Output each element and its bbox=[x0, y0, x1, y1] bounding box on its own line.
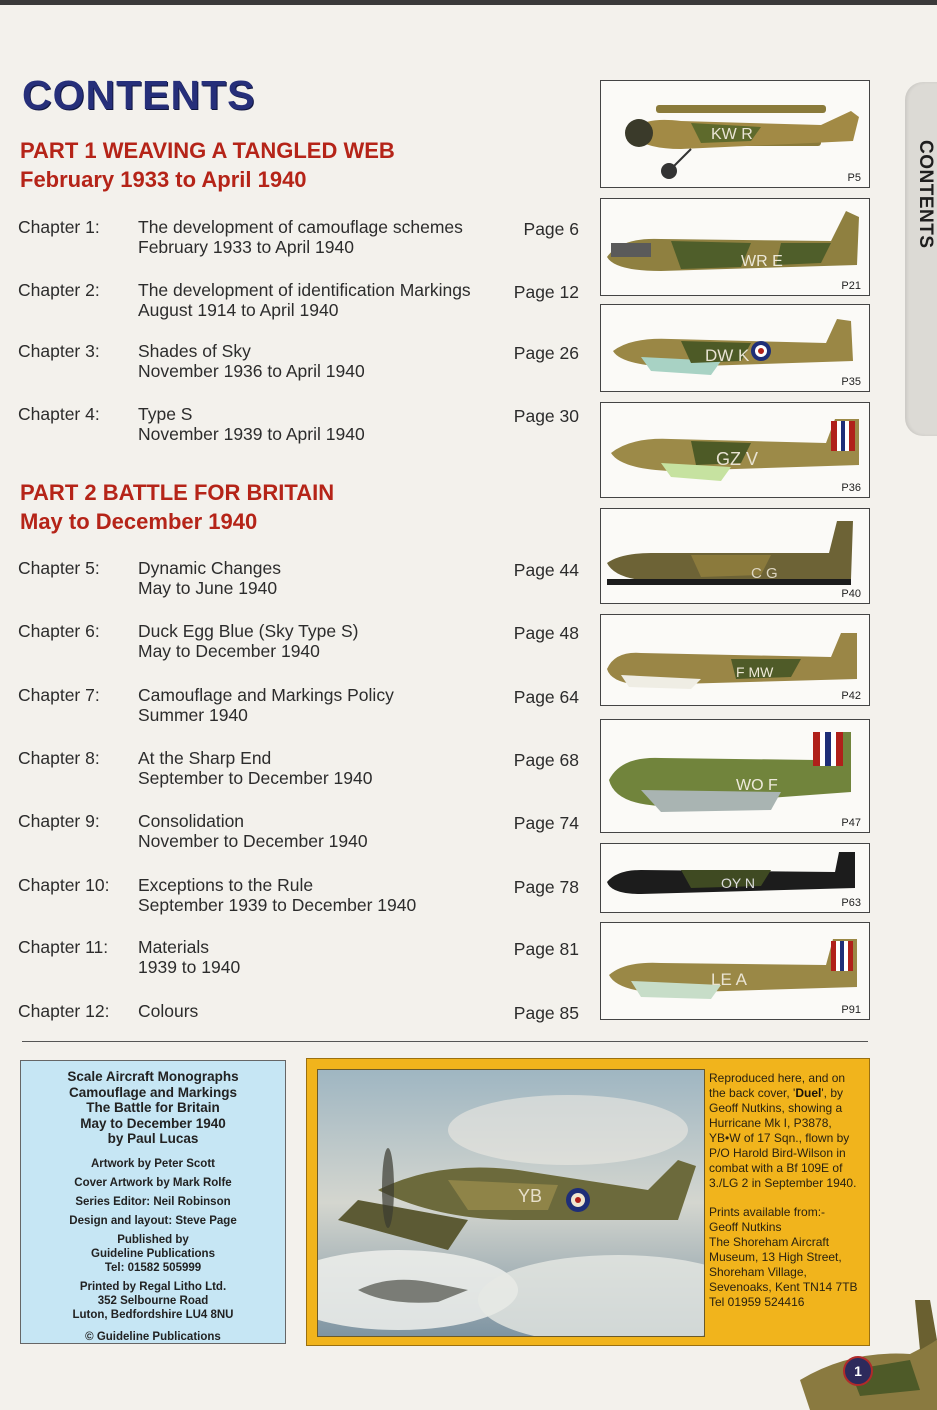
corner-aircraft-illustration bbox=[790, 1300, 937, 1410]
chapter-row[interactable] bbox=[18, 875, 583, 919]
aircraft-plate bbox=[600, 402, 870, 498]
plate-marking: DW K bbox=[705, 346, 750, 365]
flying-boat-profile bbox=[601, 720, 869, 832]
plate-marking: WO F bbox=[736, 777, 778, 794]
chapter-page: Page 44 bbox=[513, 560, 579, 580]
credits-title-line: Scale Aircraft Monographs bbox=[67, 1069, 239, 1084]
plate-marking: GZ V bbox=[716, 449, 759, 469]
chapter-title: Duck Egg Blue (Sky Type S) bbox=[138, 621, 359, 641]
printer-line: 352 Selbourne Road bbox=[97, 1294, 209, 1307]
plate-code: P63 bbox=[841, 897, 861, 909]
plate-code: P21 bbox=[841, 280, 861, 292]
chapter-page: Page 85 bbox=[513, 1003, 579, 1023]
fighter-profile bbox=[601, 305, 869, 391]
chapter-row[interactable] bbox=[18, 1001, 583, 1045]
plate-code: P35 bbox=[841, 376, 861, 388]
plate-code: P42 bbox=[841, 690, 861, 702]
printer-line: Printed by Regal Litho Ltd. bbox=[79, 1280, 227, 1293]
prints-line: Geoff Nutkins bbox=[709, 1220, 782, 1234]
chapter-row[interactable] bbox=[18, 404, 583, 448]
top-rule bbox=[0, 0, 937, 5]
credits-title bbox=[21, 1069, 285, 1147]
chapter-title: Shades of Sky bbox=[138, 341, 251, 361]
plate-marking: WR E bbox=[741, 253, 783, 270]
chapter-number: Chapter 10: bbox=[18, 875, 110, 895]
copyright: © Guideline Publications bbox=[85, 1330, 221, 1343]
chapter-title: Consolidation bbox=[138, 811, 245, 831]
biplane-profile bbox=[601, 81, 869, 187]
plate-marking: LE A bbox=[711, 970, 747, 989]
aircraft-plate bbox=[600, 508, 870, 604]
chapter-dates: September to December 1940 bbox=[138, 768, 373, 788]
part-2-heading bbox=[20, 478, 334, 536]
bomber-profile bbox=[601, 509, 869, 603]
chapter-page: Page 74 bbox=[513, 813, 579, 833]
chapter-dates: September 1939 to December 1940 bbox=[138, 895, 417, 915]
chapter-title: At the Sharp End bbox=[138, 748, 272, 768]
credits-title-line: Camouflage and Markings bbox=[68, 1084, 238, 1100]
aircraft-plate bbox=[600, 198, 870, 296]
part-1-dates: February 1933 to April 1940 bbox=[20, 167, 307, 192]
plate-code: P36 bbox=[841, 482, 861, 494]
chapter-page: Page 81 bbox=[513, 939, 579, 959]
plate-marking: OY N bbox=[721, 875, 755, 891]
chapter-dates: November 1936 to April 1940 bbox=[138, 361, 365, 381]
chapter-page: Page 78 bbox=[513, 877, 579, 897]
chapter-dates: November to December 1940 bbox=[138, 831, 368, 851]
prints-line: The Shoreham Aircraft Museum, 13 High Street, Shoreham Village, Sevenoaks, Kent TN14 7TB bbox=[709, 1235, 858, 1294]
part-1-title: PART 1 WEAVING A TANGLED WEB bbox=[20, 138, 395, 163]
side-tab-label: CONTENTS bbox=[915, 140, 936, 249]
chapter-number: Chapter 1: bbox=[18, 217, 100, 237]
plate-marking: KW R bbox=[711, 126, 753, 143]
publisher-line: Tel: 01582 505999 bbox=[104, 1261, 202, 1274]
chapter-dates: 1939 to 1940 bbox=[138, 957, 241, 977]
part-1-heading bbox=[20, 136, 395, 194]
chapter-dates: Summer 1940 bbox=[138, 705, 248, 725]
chapter-number: Chapter 4: bbox=[18, 404, 100, 424]
painting bbox=[317, 1069, 705, 1337]
credits-title-line: May to December 1940 bbox=[80, 1115, 226, 1131]
chapter-row[interactable] bbox=[18, 558, 583, 602]
plate-code: P47 bbox=[841, 817, 861, 829]
night-bomber-profile bbox=[601, 844, 869, 912]
aircraft-plate bbox=[600, 843, 870, 913]
aircraft-plate bbox=[600, 304, 870, 392]
trainer-profile bbox=[601, 615, 869, 705]
chapter-row[interactable] bbox=[18, 748, 583, 792]
fighter-profile bbox=[601, 923, 869, 1019]
chapter-row[interactable] bbox=[18, 341, 583, 385]
caption-post: ', by Geoff Nutkins, showing a Hurricane Mk I, P3878, YB•W of 17 Sqn., flown by P/O Harold Bird-Wilson in combat with a Bf 109E of 3./LG 2 in September 1940. bbox=[709, 1086, 857, 1190]
chapter-row[interactable] bbox=[18, 217, 583, 261]
chapter-row[interactable] bbox=[18, 685, 583, 729]
chapter-number: Chapter 3: bbox=[18, 341, 100, 361]
bomber-profile bbox=[601, 199, 869, 295]
aircraft-plate bbox=[600, 80, 870, 188]
plate-marking: C G bbox=[751, 565, 778, 582]
chapter-dates: May to December 1940 bbox=[138, 641, 320, 661]
chapter-number: Chapter 5: bbox=[18, 558, 100, 578]
publisher-line: Guideline Publications bbox=[91, 1247, 215, 1260]
chapter-number: Chapter 9: bbox=[18, 811, 100, 831]
page-number: 1 bbox=[843, 1356, 873, 1386]
chapter-number: Chapter 12: bbox=[18, 1001, 110, 1021]
chapter-row[interactable] bbox=[18, 937, 583, 981]
chapter-dates: May to June 1940 bbox=[138, 578, 278, 598]
credits-title-line: The Battle for Britain bbox=[86, 1100, 220, 1115]
chapter-title: Type S bbox=[138, 404, 193, 424]
chapter-dates: November 1939 to April 1940 bbox=[138, 424, 365, 444]
chapter-number: Chapter 11: bbox=[18, 937, 109, 957]
chapter-page: Page 68 bbox=[513, 750, 579, 770]
fighter-profile bbox=[601, 403, 869, 497]
prints-line: Prints available from:- bbox=[709, 1205, 826, 1219]
aircraft-plate bbox=[600, 719, 870, 833]
page-title: CONTENTS bbox=[22, 72, 256, 118]
chapter-dates: February 1933 to April 1940 bbox=[138, 237, 354, 257]
chapter-number: Chapter 2: bbox=[18, 280, 100, 300]
plate-code: P40 bbox=[841, 588, 861, 600]
chapter-title: Exceptions to the Rule bbox=[138, 875, 314, 895]
design-credit: Design and layout: Steve Page bbox=[69, 1214, 237, 1227]
credits-title-line: by Paul Lucas bbox=[107, 1131, 199, 1146]
editor-credit: Series Editor: Neil Robinson bbox=[75, 1195, 231, 1208]
chapter-page: Page 48 bbox=[513, 623, 579, 643]
chapter-page: Page 26 bbox=[513, 343, 579, 363]
chapter-page: Page 12 bbox=[513, 282, 579, 302]
chapter-dates: August 1914 to April 1940 bbox=[138, 300, 339, 320]
chapter-row[interactable] bbox=[18, 621, 583, 665]
divider bbox=[22, 1041, 868, 1042]
plate-code: P91 bbox=[841, 1004, 861, 1016]
plate-marking: F MW bbox=[736, 664, 774, 680]
chapter-title: Colours bbox=[138, 1001, 199, 1021]
plate-code: P5 bbox=[847, 172, 861, 184]
chapter-page: Page 6 bbox=[523, 219, 579, 239]
chapter-title: Dynamic Changes bbox=[138, 558, 281, 578]
prints-info bbox=[709, 1205, 864, 1310]
aircraft-plate bbox=[600, 922, 870, 1020]
painting-caption bbox=[709, 1071, 864, 1310]
dogfight-painting bbox=[318, 1070, 704, 1336]
painting-marking: YB bbox=[518, 1186, 543, 1206]
publisher-block bbox=[21, 1233, 285, 1275]
aircraft-plate bbox=[600, 614, 870, 706]
chapter-title: Camouflage and Markings Policy bbox=[138, 685, 394, 705]
printer-line: Luton, Bedfordshire LU4 8NU bbox=[72, 1308, 234, 1321]
chapter-number: Chapter 6: bbox=[18, 621, 100, 641]
publisher-line: Published by bbox=[117, 1233, 189, 1246]
part-2-dates: May to December 1940 bbox=[20, 509, 258, 534]
cover-credit: Cover Artwork by Mark Rolfe bbox=[74, 1176, 232, 1189]
chapter-number: Chapter 7: bbox=[18, 685, 100, 705]
chapter-page: Page 30 bbox=[513, 406, 579, 426]
caption-pre: Reproduced here, and on the back cover, ' bbox=[709, 1071, 846, 1100]
printer-block bbox=[21, 1280, 285, 1322]
chapter-title: The development of camouflage schemes bbox=[138, 217, 463, 237]
credits-box bbox=[20, 1060, 286, 1344]
caption-description bbox=[709, 1071, 864, 1191]
caption-painting-title: Duel bbox=[795, 1086, 822, 1100]
part-2-title: PART 2 BATTLE FOR BRITAIN bbox=[20, 480, 335, 505]
chapter-title: Materials bbox=[138, 937, 209, 957]
chapter-title: The development of identification Markings bbox=[138, 280, 471, 300]
chapter-page: Page 64 bbox=[513, 687, 579, 707]
chapter-row[interactable] bbox=[18, 811, 583, 855]
painting-box bbox=[306, 1058, 870, 1346]
chapter-row[interactable] bbox=[18, 280, 583, 324]
artwork-credit: Artwork by Peter Scott bbox=[91, 1157, 215, 1170]
chapter-number: Chapter 8: bbox=[18, 748, 100, 768]
side-tab bbox=[905, 82, 937, 436]
prints-line: Tel 01959 524416 bbox=[709, 1295, 805, 1309]
